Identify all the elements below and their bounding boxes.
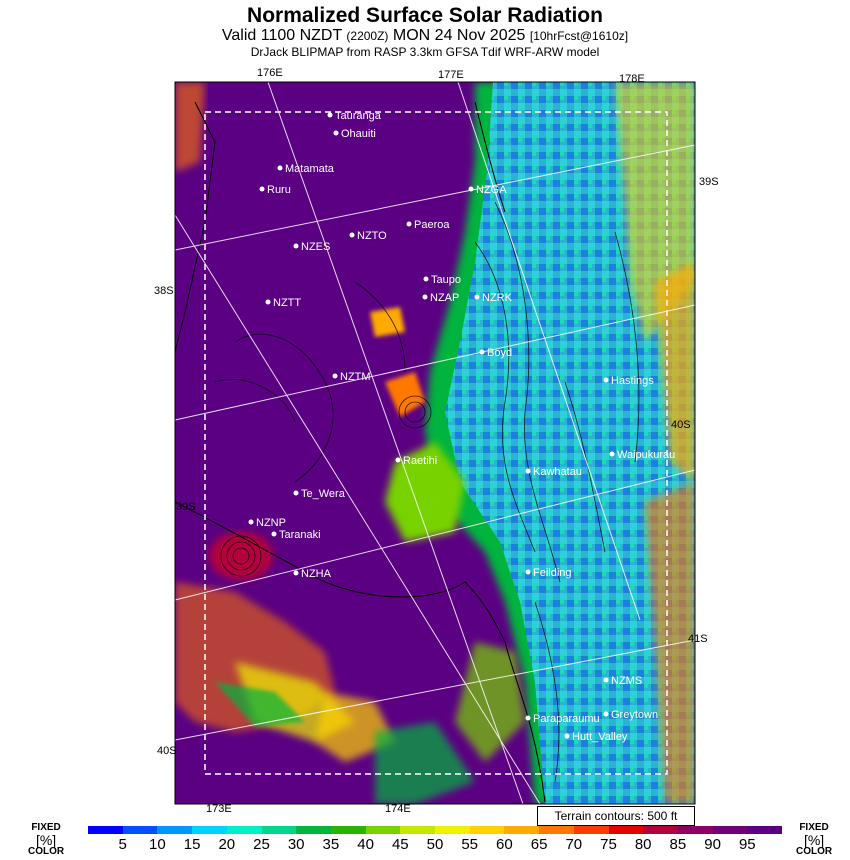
color-scale-ticks <box>88 836 782 856</box>
svg-text:Raetihi: Raetihi <box>403 455 438 467</box>
color-scale-swatch <box>157 826 192 834</box>
color-scale-tick: 75 <box>600 836 617 853</box>
color-scale-swatch <box>227 826 262 834</box>
lon-label-178e: 178E <box>619 73 645 85</box>
svg-text:Boyd: Boyd <box>487 347 513 359</box>
color-scale-swatch <box>574 826 609 834</box>
color-scale-swatch <box>609 826 644 834</box>
svg-text:Tauranga: Tauranga <box>335 110 381 122</box>
color-scale-tick: 25 <box>253 836 270 853</box>
svg-text:Paraparaumu: Paraparaumu <box>533 713 600 725</box>
color-scale-swatch <box>747 826 782 834</box>
color-scale-tick: 55 <box>461 836 479 853</box>
color-scale-tick: 45 <box>391 836 409 853</box>
svg-text:Waipukurau: Waipukurau <box>617 449 676 461</box>
color-scale-swatch <box>643 826 678 834</box>
svg-text:NZGA: NZGA <box>476 184 507 196</box>
valid-main: Valid 1100 NZDT <box>221 27 342 44</box>
svg-text:Taupo: Taupo <box>431 274 461 286</box>
svg-text:Paeroa: Paeroa <box>414 219 450 231</box>
terrain-contours-note: Terrain contours: 500 ft <box>537 806 695 826</box>
solar-radiation-map <box>175 82 695 804</box>
svg-text:NZTM: NZTM <box>340 371 371 383</box>
valid-utc: (2200Z) <box>346 29 389 43</box>
svg-text:NZNP: NZNP <box>256 517 286 529</box>
color-scale-tick: 30 <box>287 836 305 853</box>
color-scale-swatch <box>435 826 470 834</box>
valid-time <box>0 27 850 45</box>
svg-text:Hastings: Hastings <box>611 375 654 387</box>
color-scale-tick: 10 <box>149 836 166 853</box>
color-scale-tick: 60 <box>496 836 513 853</box>
lat-label-40s-east: 40S <box>671 419 691 431</box>
color-scale-tick: 15 <box>183 836 201 853</box>
color-scale-swatch <box>123 826 158 834</box>
color-scale-tick: 50 <box>426 836 444 853</box>
color-scale-tick: 70 <box>565 836 583 853</box>
color-scale-tick: 90 <box>704 836 721 853</box>
svg-text:Greytown: Greytown <box>611 709 659 721</box>
color-scale-swatch <box>262 826 297 834</box>
valid-date: MON 24 Nov 2025 <box>392 27 526 44</box>
model-subtitle: DrJack BLIPMAP from RASP 3.3km GFSA Tdif WRF-ARW model <box>250 45 600 59</box>
fixed-color-label-left: FIXED [%] COLOR <box>28 822 65 857</box>
color-scale-swatch <box>539 826 574 834</box>
color-scale-swatch <box>504 826 539 834</box>
svg-text:NZTT: NZTT <box>273 297 302 309</box>
svg-text:Feilding: Feilding <box>533 567 572 579</box>
svg-text:Matamata: Matamata <box>285 163 334 175</box>
lat-label-39s-west: 39S <box>176 501 196 513</box>
svg-text:Ruru: Ruru <box>267 184 291 196</box>
lat-label-40s-west: 40S <box>157 745 177 757</box>
color-scale-swatch <box>713 826 748 834</box>
color-scale-tick: 40 <box>357 836 374 853</box>
color-scale-tick: 20 <box>218 836 236 853</box>
color-scale-swatch <box>678 826 713 834</box>
svg-text:NZRK: NZRK <box>482 292 512 304</box>
svg-text:NZMS: NZMS <box>611 675 643 687</box>
svg-text:NZTO: NZTO <box>357 230 387 242</box>
lon-label-176e: 176E <box>257 67 283 79</box>
color-scale-swatch <box>331 826 366 834</box>
svg-text:Taranaki: Taranaki <box>279 529 321 541</box>
svg-text:NZAP: NZAP <box>430 292 460 304</box>
lon-label-173e: 173E <box>206 803 232 815</box>
color-scale-swatch <box>470 826 505 834</box>
svg-text:NZHA: NZHA <box>301 568 331 580</box>
lat-label-41s: 41S <box>688 633 708 645</box>
svg-text:Ohauiti: Ohauiti <box>341 128 376 140</box>
map-title: Normalized Surface Solar Radiation <box>247 4 603 27</box>
lon-label-174e: 174E <box>385 803 411 815</box>
color-scale-swatch <box>192 826 227 834</box>
color-scale-tick: 85 <box>669 836 687 853</box>
color-scale-swatch <box>366 826 401 834</box>
color-scale-swatch <box>296 826 331 834</box>
svg-text:Hutt_Valley: Hutt_Valley <box>572 731 628 743</box>
forecast-tag: [10hrFcst@1610z] <box>529 29 629 43</box>
lon-label-177e: 177E <box>438 69 464 81</box>
color-scale-tick: 35 <box>322 836 340 853</box>
fixed-color-label-right: FIXED [%] COLOR <box>796 822 833 857</box>
svg-text:NZES: NZES <box>301 241 331 253</box>
lat-label-38s: 38S <box>154 285 174 297</box>
color-scale-swatch <box>88 826 123 834</box>
color-scale-swatch <box>400 826 435 834</box>
color-scale-bar <box>88 826 782 834</box>
color-scale-tick: 80 <box>634 836 652 853</box>
svg-text:Kawhatau: Kawhatau <box>533 466 582 478</box>
lat-label-39s-east: 39S <box>699 176 719 188</box>
color-scale-tick: 95 <box>738 836 756 853</box>
color-scale-tick: 65 <box>530 836 548 853</box>
color-scale-tick: 5 <box>118 836 127 853</box>
svg-text:Te_Wera: Te_Wera <box>301 488 345 500</box>
